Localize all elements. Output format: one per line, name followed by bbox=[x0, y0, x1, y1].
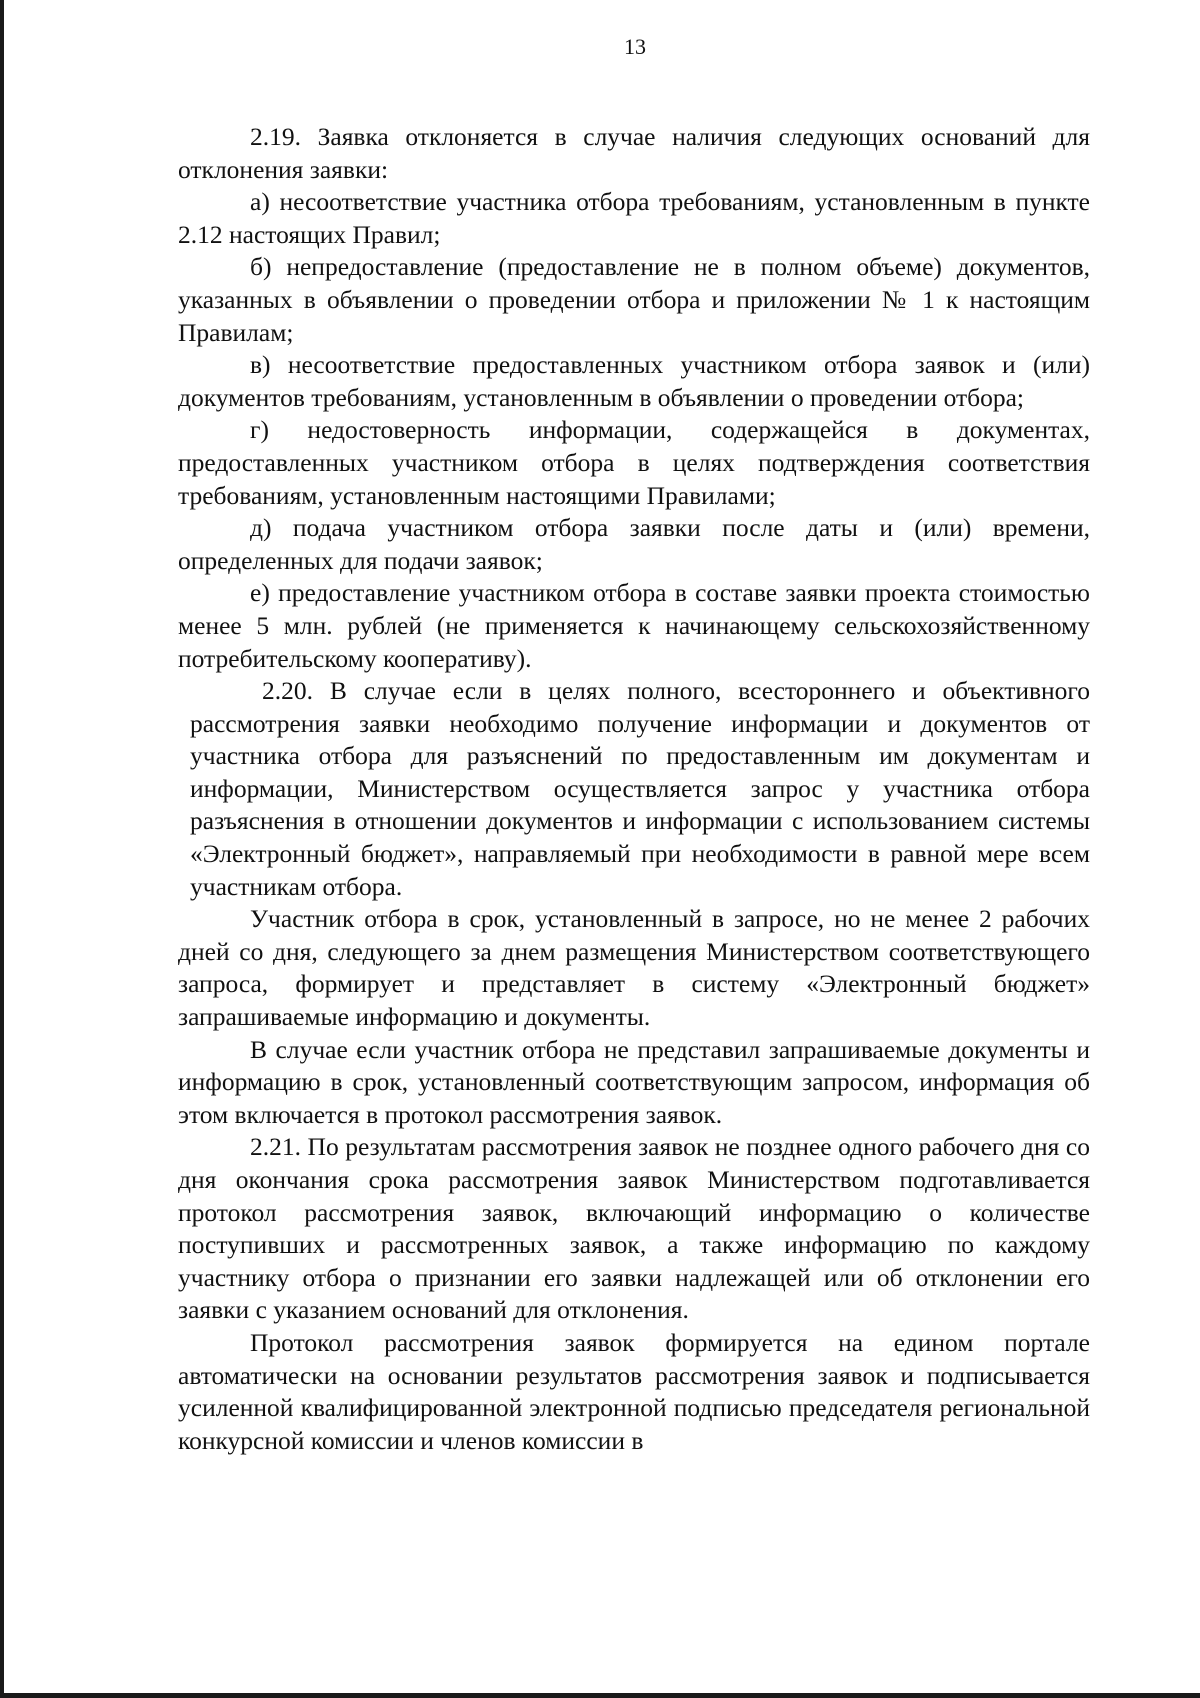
paragraph-protocol: Протокол рассмотрения заявок формируется на едином портале автоматически на основании результатов рассмотрения заявок и подписывается усиленной квалифицированной электронной подписью председателя региональной конкурсной комиссии и членов комиссии в bbox=[178, 1327, 1090, 1455]
paragraph-response-deadline: Участник отбора в срок, установленный в запросе, но не менее 2 рабочих дней со дня, следующего за днем размещения Министерством соответствующего запроса, формирует и представляет в систему «Электронный бюджет» запрашиваемые информацию и документы. bbox=[178, 904, 1090, 1032]
paragraph-item-g: г) недостоверность информации, содержащейся в документах, предоставленных участником отбора в целях подтверждения соответствия требованиям, установленным настоящими Правилами; bbox=[178, 415, 1090, 510]
page-number: 13 bbox=[624, 34, 646, 59]
scan-edge-bottom bbox=[0, 1693, 1200, 1698]
scan-edge-left bbox=[0, 0, 4, 1698]
paragraph-item-d: д) подача участником отбора заявки после даты и (или) времени, определенных для подачи заявок; bbox=[178, 513, 1090, 575]
paragraph-item-e: е) предоставление участником отбора в составе заявки проекта стоимостью менее 5 млн. рублей (не применяется к начинающему сельскохозяйственному потребительскому кооперативу). bbox=[178, 578, 1090, 673]
paragraph-2-21: 2.21. По результатам рассмотрения заявок не позднее одного рабочего дня со дня окончания срока рассмотрения заявок Министерством подготавливается протокол рассмотрения заявок, включающий информацию о количестве поступивших и рассмотренных заявок, а также информацию по каждому участнику отбора о признании его заявки надлежащей или об отклонении его заявки с указанием оснований для отклонения. bbox=[178, 1132, 1090, 1325]
paragraph-2-19: 2.19. Заявка отклоняется в случае наличия следующих оснований для отклонения заявки: bbox=[178, 122, 1090, 184]
paragraph-item-b: б) непредоставление (предоставление не в полном объеме) документов, указанных в объявлении о проведении отбора и приложении № 1 к настоящим Правилам; bbox=[178, 252, 1090, 347]
document-body bbox=[178, 121, 1090, 1457]
paragraph-item-a: а) несоответствие участника отбора требованиям, установленным в пункте 2.12 настоящих Правил; bbox=[178, 187, 1090, 249]
paragraph-2-20: 2.20. В случае если в целях полного, всестороннего и объективного рассмотрения заявки необходимо получение информации и документов от участника отбора для разъяснений по предоставленным им документам и информации, Министерством осуществляется запрос у участника отбора разъяснения в отношении документов и информации с использованием системы «Электронный бюджет», направляемый при необходимости в равной мере всем участникам отбора. bbox=[190, 676, 1090, 901]
paragraph-item-v: в) несоответствие предоставленных участником отбора заявок и (или) документов требованиям, установленным в объявлении о проведении отбора; bbox=[178, 350, 1090, 412]
paragraph-no-response: В случае если участник отбора не представил запрашиваемые документы и информацию в срок, установленный соответствующим запросом, информация об этом включается в протокол рассмотрения заявок. bbox=[178, 1034, 1090, 1129]
